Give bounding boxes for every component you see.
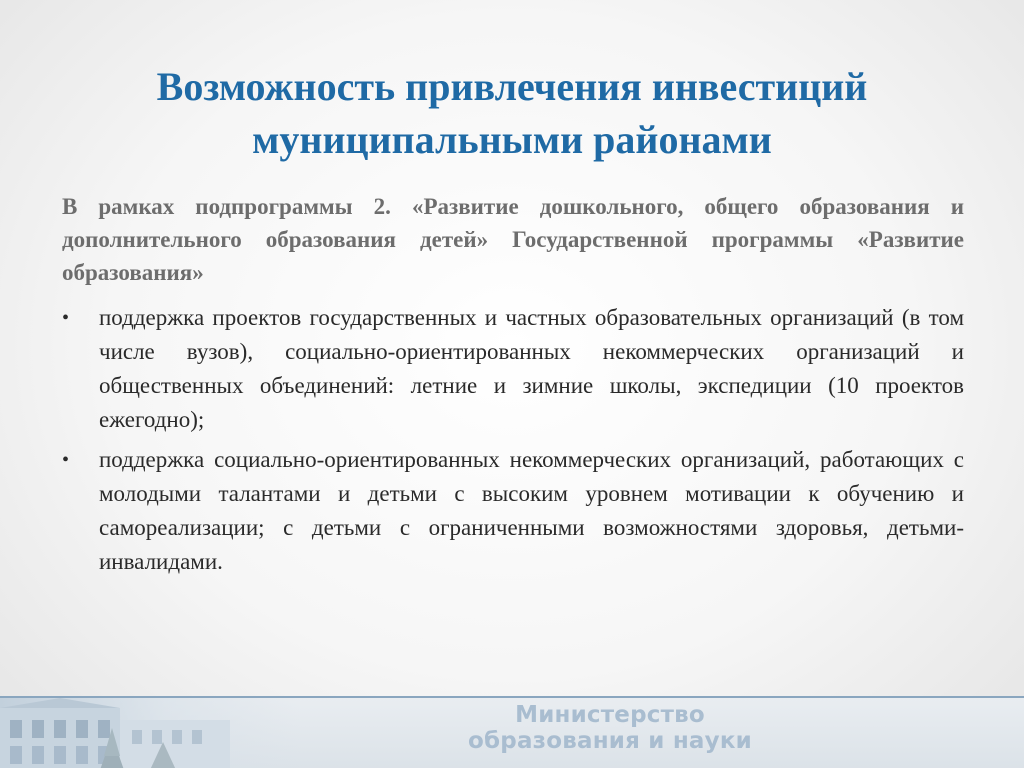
list-item — [62, 443, 964, 579]
footer-banner — [0, 696, 1024, 768]
intro-paragraph: В рамках подпрограммы 2. «Развитие дошкольного, общего образования и дополнительного образования детей» Государственной программы «Развитие образования» — [62, 194, 964, 285]
bullet-icon: • — [62, 449, 70, 471]
bullet-icon: • — [62, 307, 70, 329]
bullet-list — [62, 301, 964, 579]
logo-line-ministry: Министерство — [515, 702, 705, 728]
list-item — [62, 301, 964, 437]
slide-content — [62, 190, 964, 585]
building-photo-icon — [0, 698, 300, 768]
ministry-logo — [430, 702, 790, 754]
logo-line-education: образования и науки — [468, 728, 752, 754]
bullet-text: поддержка проектов государственных и частных образовательных организаций (в том числе вузов), социально-ориентированных некоммерческих организаций и общественных объединений: летние и зимние школы, экспедиции (10 проектов ежегодно); — [99, 305, 964, 432]
bullet-text: поддержка социально-ориентированных некоммерческих организаций, работающих с молодыми талантами и детьми с высоким уровнем мотивации к обучению и самореализации; с детьми с ограниченными возможностями здоровья, детьми-инвалидами. — [99, 447, 964, 574]
slide-title: Возможность привлечения инвестиций муниципальными районами — [156, 64, 868, 162]
